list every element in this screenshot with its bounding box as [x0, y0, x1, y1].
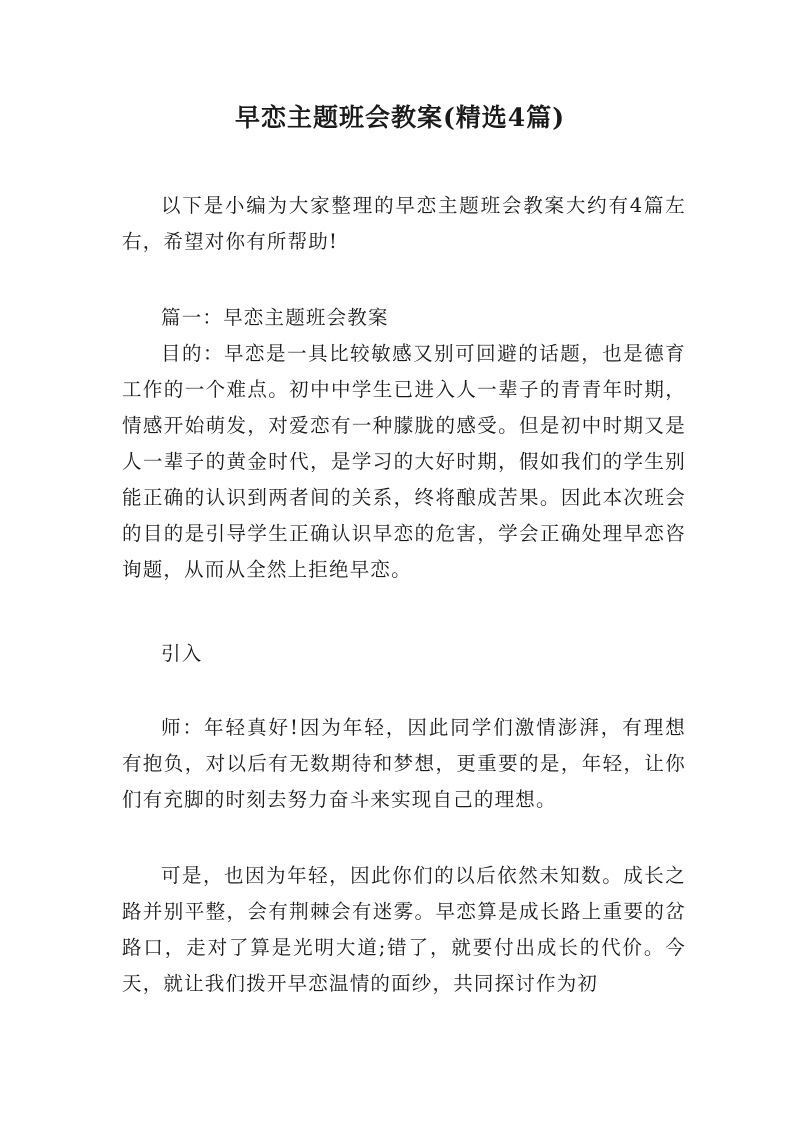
document-title: 早恋主题班会教案(精选4篇) — [234, 103, 566, 132]
introduction-label: 引入 — [161, 642, 203, 665]
intro-paragraph: 以下是小编为大家整理的早恋主题班会教案大约有4篇左右，希望对你有所帮助! — [122, 194, 686, 253]
purpose-paragraph: 目的：早恋是一具比较敏感又别可回避的话题，也是德育工作的一个难点。初中中学生已进入人一辈子的青青年时期，情感开始萌发，对爱恋有一种朦胧的感受。但是初中时期又是人一辈子的黄金时代，是学习的大好时期，假如我们的学生别能正确的认识到两者间的关系，终将酿成苦果。因此本次班会的目的是引导学生正确认识早恋的危害，学会正确处理早恋咨询题，从而从全然上拒绝早恋。 — [122, 342, 686, 581]
teacher-paragraph: 师：年轻真好!因为年轻，因此同学们激情澎湃，有理想有抱负，对以后有无数期待和梦想，更重要的是，年轻，让你们有充脚的时刻去努力奋斗来实现自己的理想。 — [122, 716, 686, 811]
section-heading: 篇一：早恋主题班会教案 — [161, 306, 389, 329]
however-paragraph: 可是，也因为年轻，因此你们的以后依然未知数。成长之路并别平整，会有荆棘会有迷雾。早恋算是成长路上重要的岔路口，走对了算是光明大道;错了，就要付出成长的代价。今天，就让我们拨开早恋温情的面纱，共同探讨作为初 — [122, 864, 686, 995]
